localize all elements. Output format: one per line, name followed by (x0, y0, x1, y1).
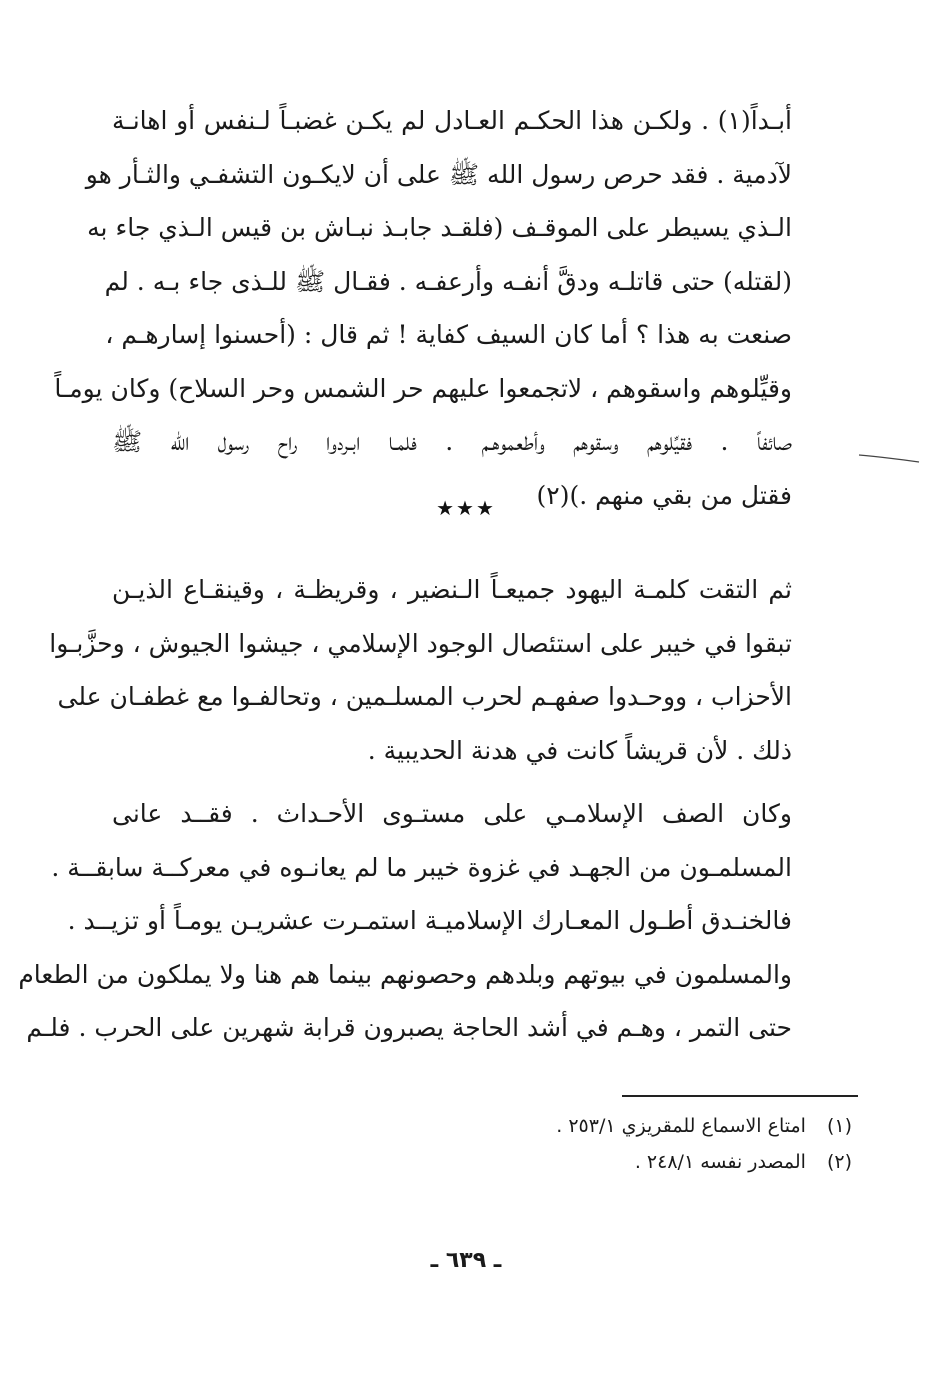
text-line: (لقتله) حتى قاتلـه ودقَّ أنفـه وأرعفـه . فقـال ﷺ للـذى جاء بـه . لم (104, 266, 792, 296)
margin-pen-stroke (858, 452, 920, 464)
text-line: المسلمـون من الجهـد في غزوة خيبر ما لم يعانـوه في معركــة سابقــة . (51, 852, 792, 882)
text-line: صائفاً . فقيِّلوهم وسقوهم وأطعموهـم . فلمـا ابـردوا راح رسول الله ﷺ (112, 427, 792, 456)
text-line: الـذي يسيطر على الموقـف (فلقـد جابـذ نبـاش بن قيس الـذي جاء به (87, 213, 792, 242)
paragraph-1 (54, 94, 792, 522)
paragraph-2 (49, 563, 792, 777)
text-line: تبقوا في خيبر على استئصال الوجود الإسلامي ، جيشوا الجيوش ، وحزَّبـوا (49, 628, 792, 658)
footnotes (332, 1108, 852, 1180)
paragraph-3 (18, 787, 792, 1055)
page-number: ـ ٦٣٩ ـ (430, 1248, 502, 1273)
text-line: وقيِّلوهم واسقوهم ، لاتجمعوا عليهم حر الشمس وحر السلاح) وكان يومـاً (54, 373, 792, 403)
footnote-text: امتاع الاسماع للمقريزي ٢٥٣/١ . (556, 1115, 806, 1137)
text-line: حتى التمر ، وهـم في أشد الحاجة يصبرون قرابة شهرين على الحرب . فلـم (26, 1013, 792, 1042)
footnote-number: (٢) (826, 1151, 852, 1173)
text-line: صنعت به هذا ؟ أما كان السيف كفاية ! ثم قال : (أحسنوا إسارهـم ، (105, 320, 792, 349)
text-line: ذلك . لأن قريشاً كانت في هدنة الحديبية . (367, 735, 792, 765)
section-separator: ★★★ (436, 496, 496, 520)
footnote-text: المصدر نفسه ٢٤٨/١ . (634, 1151, 806, 1173)
text-line: فقتل من بقي منهم .)(٢) (536, 480, 792, 510)
text-line: الأحزاب ، ووحـدوا صفهـم لحرب المسلـمين ، وتحالفـوا مع غطفـان على (57, 682, 792, 711)
text-line: ثم التقت كلمـة اليهود جميعـاً الـنضير ، وقريظـة ، وقينقـاع الذيـن (112, 575, 792, 604)
footnote-1 (332, 1108, 852, 1144)
text-line: فالخنـدق أطـول المعـارك الإسلاميـة استمـرت عشريـن يومـاً أو تزيــد . (67, 906, 792, 935)
text-line: والمسلمون في بيوتهم وبلدهم وحصونهم بينما هم هنا ولا يملكون من الطعام (18, 959, 792, 989)
text-line: لآدمية . فقد حرص رسول الله ﷺ على أن لايكـون التشفـي والثـأر هو (85, 159, 792, 189)
text-line: وكان الصف الإسلامـي على مستـوى الأحـداث . فقــد عانى (112, 799, 792, 828)
footnote-number: (١) (826, 1115, 852, 1137)
text-line: أبـداً(١) . ولكـن هذا الحكـم العـادل لم يكـن غضبـاً لـنفس أو اهانـة (112, 106, 792, 135)
footnote-2 (332, 1144, 852, 1180)
footnote-divider (622, 1095, 858, 1097)
